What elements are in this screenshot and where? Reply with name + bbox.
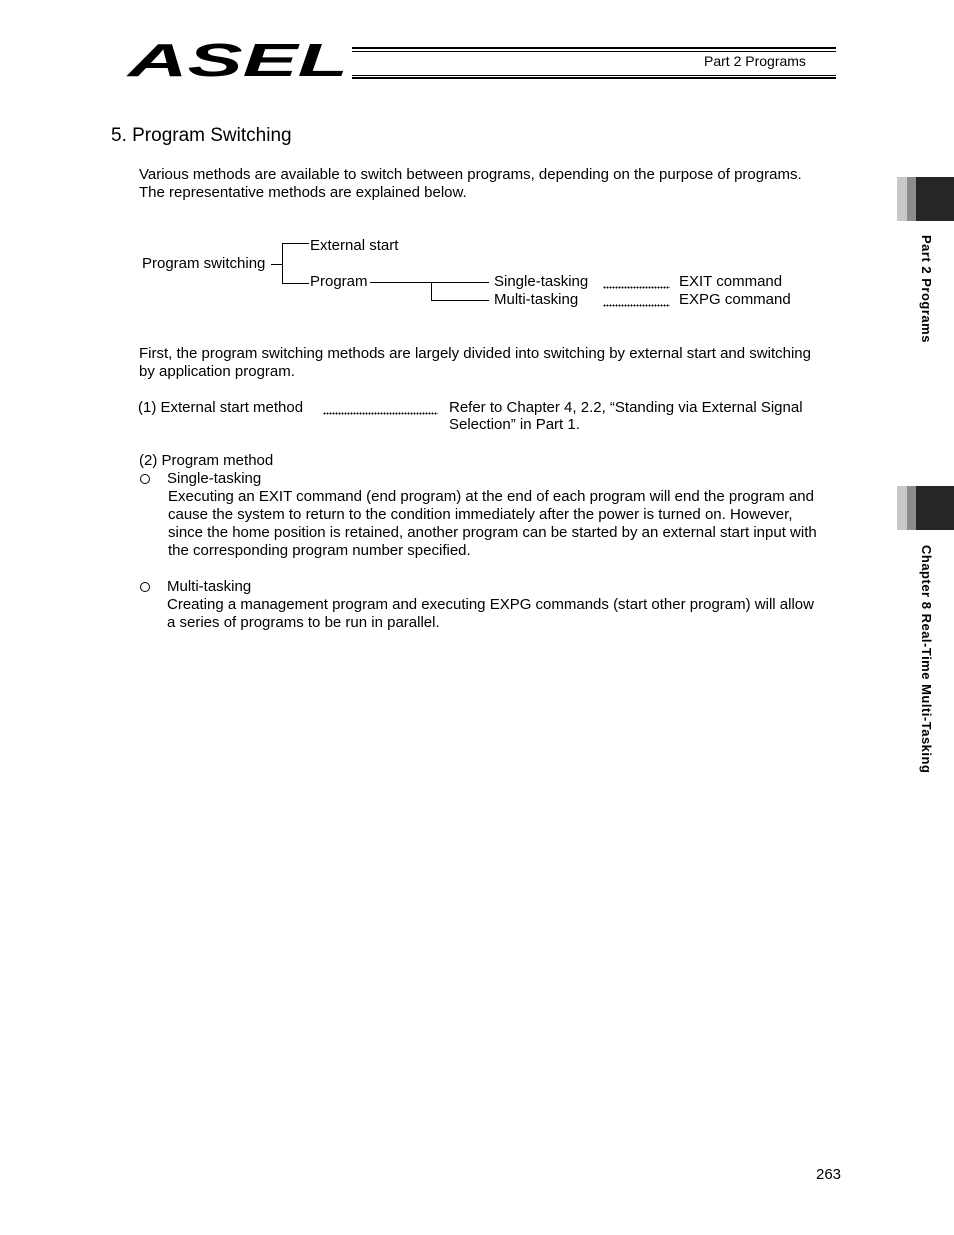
single-text-line-2: cause the system to return to the condition immediately after the power is turned on. However, — [168, 506, 793, 523]
side-label-chapter: Chapter 8 Real-Time Multi-Tasking — [919, 545, 934, 774]
multi-tasking-title: Multi-tasking — [167, 578, 252, 595]
diagram-dotted-leader — [603, 286, 670, 290]
single-text-line-3: since the home position is retained, another program can be started by an external start input with — [168, 524, 817, 541]
diagram-multi-tasking: Multi-tasking — [494, 291, 579, 308]
side-label-part: Part 2 Programs — [919, 235, 934, 343]
diagram-connector — [370, 282, 489, 283]
diagram-root-label: Program switching — [142, 255, 266, 272]
diagram-dotted-leader — [603, 304, 670, 308]
asel-logo — [126, 36, 352, 80]
single-text-line-1: Executing an EXIT command (end program) at the end of each program will end the program and — [168, 488, 814, 505]
diagram-connector — [282, 283, 309, 284]
multi-text-line-1: Creating a management program and executing EXPG commands (start other program) will allow — [167, 596, 814, 613]
method1-dotted-leader — [323, 412, 438, 416]
diagram-connector — [282, 243, 283, 284]
method1-ref-line-1: Refer to Chapter 4, 2.2, “Standing via External Signal — [449, 399, 803, 416]
intro-line-2: The representative methods are explained below. — [139, 184, 467, 201]
bullet-circle-icon — [140, 474, 150, 484]
method1-label: (1) External start method — [138, 399, 304, 416]
bullet-circle-icon — [140, 582, 150, 592]
diagram-external-start: External start — [310, 237, 399, 254]
intro-line-1: Various methods are available to switch between programs, depending on the purpose of programs. — [139, 166, 802, 183]
diagram-connector — [431, 300, 489, 301]
method2-label: (2) Program method — [139, 452, 274, 469]
single-tasking-title: Single-tasking — [167, 470, 262, 487]
para2-line-2: by application program. — [139, 363, 295, 380]
para2-line-1: First, the program switching methods are largely divided into switching by external start and switching — [139, 345, 811, 362]
diagram-connector — [271, 264, 282, 265]
diagram-single-tasking: Single-tasking — [494, 273, 589, 290]
diagram-connector — [431, 282, 432, 301]
side-tab-chapter — [897, 486, 954, 530]
page-number: 263 — [816, 1166, 842, 1183]
header-section-label: Part 2 Programs — [704, 53, 806, 69]
diagram-expg-command: EXPG command — [679, 291, 791, 308]
diagram-connector — [282, 243, 309, 244]
side-tab-part — [897, 177, 954, 221]
multi-text-line-2: a series of programs to be run in parallel. — [167, 614, 440, 631]
diagram-program: Program — [310, 273, 368, 290]
logo-text: ASEL — [126, 36, 349, 80]
method1-ref-line-2: Selection” in Part 1. — [449, 416, 580, 433]
section-title: 5. Program Switching — [111, 125, 292, 146]
diagram-exit-command: EXIT command — [679, 273, 783, 290]
single-text-line-4: the corresponding program number specified. — [168, 542, 471, 559]
